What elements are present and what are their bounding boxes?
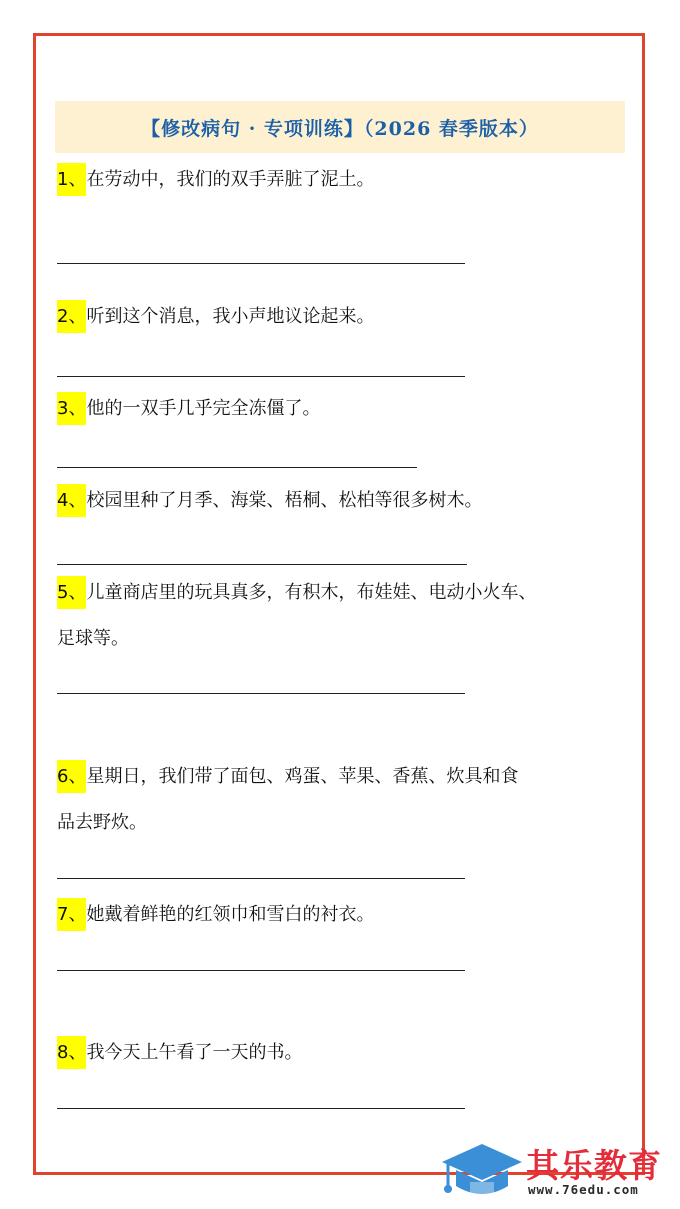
question-2	[57, 294, 374, 340]
question-text: 儿童商店里的玩具真多，有积木，布娃娃、电动小火车、	[86, 582, 537, 603]
answer-line-2[interactable]	[57, 376, 465, 377]
brand-name: 其乐教育	[526, 1146, 662, 1185]
worksheet-title-text: 【修改病句 · 专项训练】（2026 春季版本）	[141, 117, 539, 140]
question-text-continued: 足球等。	[57, 628, 129, 649]
answer-line-4[interactable]	[57, 564, 467, 565]
graduation-cap-icon	[440, 1142, 524, 1206]
answer-line-7[interactable]	[57, 970, 465, 971]
question-text-continued: 品去野炊。	[57, 812, 147, 833]
question-4	[57, 478, 482, 524]
question-number: 1、	[57, 163, 86, 196]
brand-url: www.76edu.com	[528, 1182, 639, 1197]
answer-line-1[interactable]	[57, 263, 465, 264]
question-number: 6、	[57, 760, 86, 793]
question-text: 校园里种了月季、海棠、梧桐、松柏等很多树木。	[86, 490, 483, 511]
question-number: 4、	[57, 484, 86, 517]
question-6	[57, 754, 518, 846]
worksheet-title	[55, 101, 625, 153]
question-7	[57, 892, 374, 938]
answer-line-3[interactable]	[57, 467, 417, 468]
brand-logo	[440, 1140, 680, 1209]
question-number: 7、	[57, 898, 86, 931]
question-1	[57, 157, 374, 203]
question-number: 5、	[57, 576, 86, 609]
question-text: 星期日，我们带了面包、鸡蛋、苹果、香蕉、炊具和食	[86, 766, 519, 787]
question-text: 我今天上午看了一天的书。	[86, 1042, 303, 1063]
question-text: 她戴着鲜艳的红领巾和雪白的衬衣。	[86, 904, 375, 925]
answer-line-5[interactable]	[57, 693, 465, 694]
question-number: 2、	[57, 300, 86, 333]
answer-line-8[interactable]	[57, 1108, 465, 1109]
question-text: 他的一双手几乎完全冻僵了。	[86, 398, 321, 419]
question-8	[57, 1030, 302, 1076]
question-5	[57, 570, 536, 662]
answer-line-6[interactable]	[57, 878, 465, 879]
question-number: 3、	[57, 392, 86, 425]
question-text: 在劳动中，我们的双手弄脏了泥土。	[86, 169, 375, 190]
question-text: 听到这个消息，我小声地议论起来。	[86, 306, 375, 327]
question-number: 8、	[57, 1036, 86, 1069]
question-3	[57, 386, 320, 432]
